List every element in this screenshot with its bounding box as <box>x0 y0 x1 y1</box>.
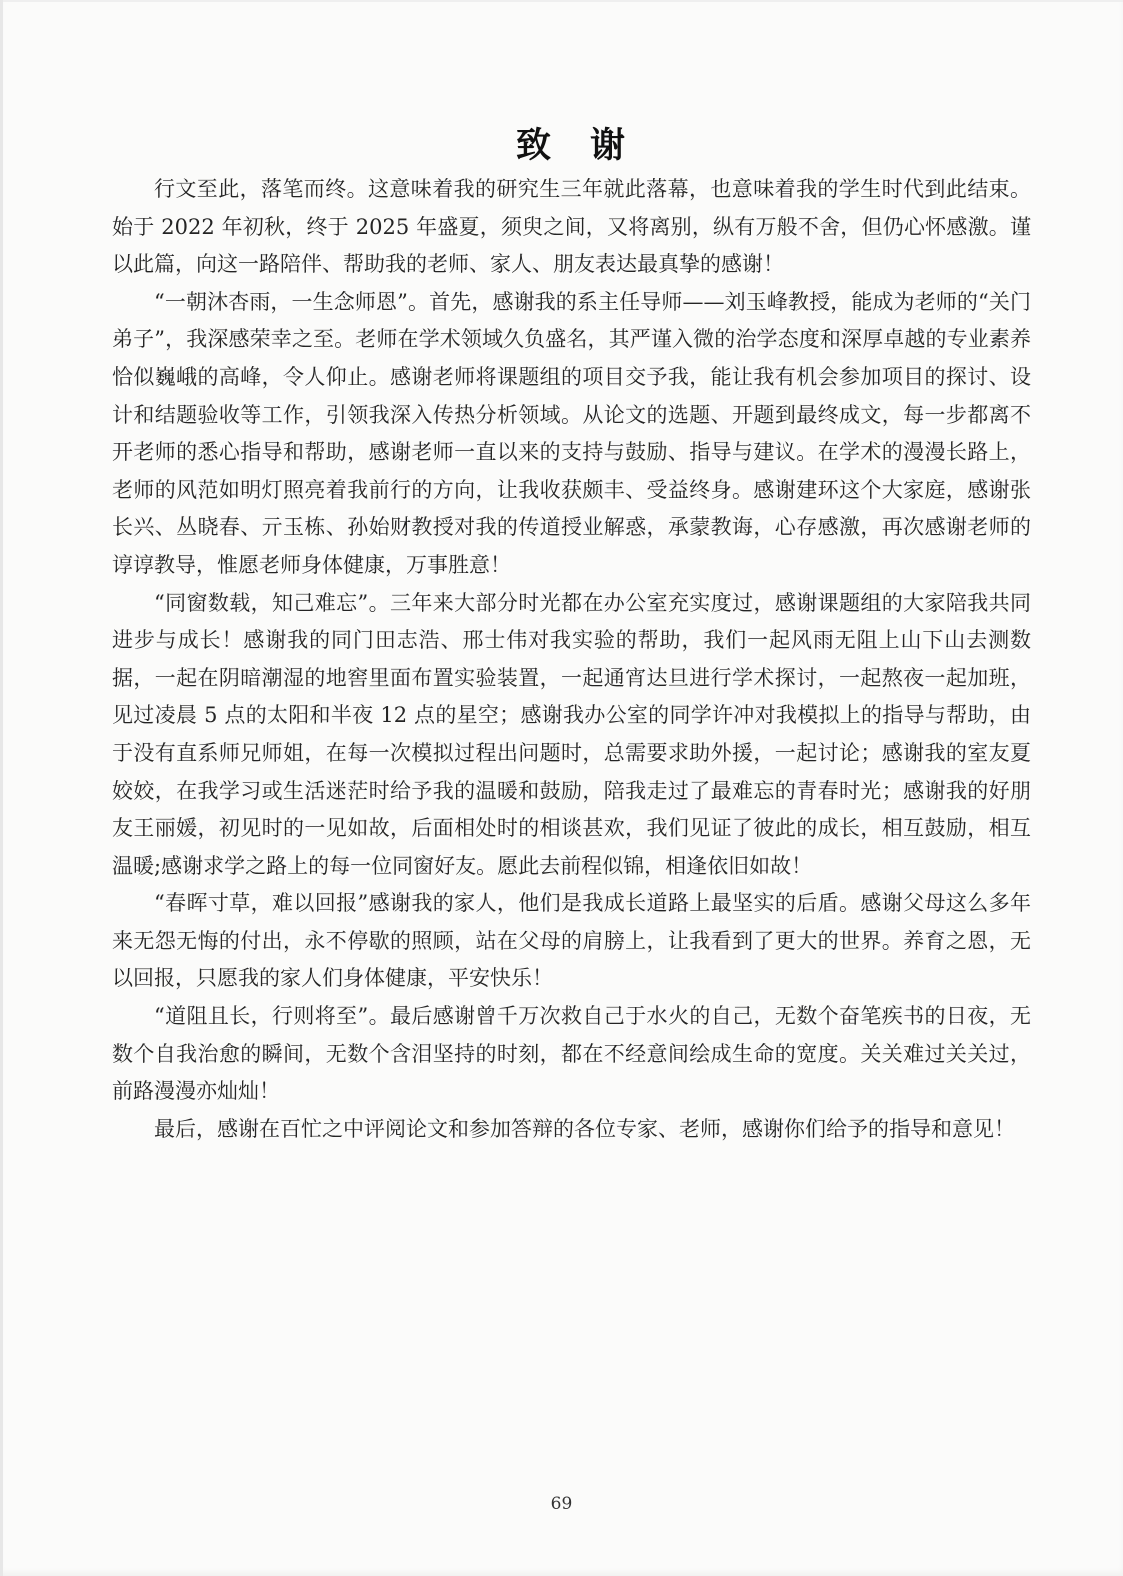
paragraph-family-thanks: “春晖寸草，难以回报”感谢我的家人，他们是我成长道路上最坚实的后盾。感谢父母这么多年来无怨无悔的付出，永不停歇的照顾，站在父母的肩膀上，让我看到了更大的世界。养育之恩，无以回报，只愿我的家人们身体健康，平安快乐！ <box>112 891 1031 991</box>
page-title: 致 谢 <box>515 125 627 166</box>
paragraph-advisor-thanks: “一朝沐杏雨，一生念师恩”。首先，感谢我的系主任导师——刘玉峰教授，能成为老师的“关门弟子”，我深感荣幸之至。老师在学术领域久负盛名，其严谨入微的治学态度和深厚卓越的专业素养恰似巍峨的高峰，令人仰止。感谢老师将课题组的项目交予我，能让我有机会参加项目的探讨、设计和结题验收等工作，引领我深入传热分析领域。从论文的选题、开题到最终成文，每一步都离不开老师的悉心指导和帮助，感谢老师一直以来的支持与鼓励、指导与建议。在学术的漫漫长路上，老师的风范如明灯照亮着我前行的方向，让我收获颇丰、受益终身。感谢建环这个大家庭，感谢张长兴、丛晓春、亓玉栋、孙始财教授对我的传道授业解惑，承蒙教诲，心存感激，再次感谢老师的谆谆教导，惟愿老师身体健康，万事胜意！ <box>112 289 1031 577</box>
page-number: 69 <box>550 1494 573 1514</box>
paragraph-self-thanks: “道阻且长，行则将至”。最后感谢曾千万次救自己于水火的自己，无数个奋笔疾书的日夜，无数个自我治愈的瞬间，无数个含泪坚持的时刻，都在不经意间绘成生命的宽度。关关难过关关过，前路漫漫亦灿灿！ <box>112 1004 1031 1104</box>
paragraph-intro: 行文至此，落笔而终。这意味着我的研究生三年就此落幕，也意味着我的学生时代到此结束。始于 2022 年初秋，终于 2025 年盛夏，须臾之间，又将离别，纵有万般不舍，但仍心怀感激。谨以此篇，向这一路陪伴、帮助我的老师、家人、朋友表达最真挚的感谢！ <box>112 177 1031 277</box>
acknowledgements-section <box>112 121 1031 1148</box>
paragraph-classmates-thanks: “同窗数载，知己难忘”。三年来大部分时光都在办公室充实度过，感谢课题组的大家陪我共同进步与成长！感谢我的同门田志浩、邢士伟对我实验的帮助，我们一起风雨无阻上山下山去测数据，一起在阴暗潮湿的地窖里面布置实验装置，一起通宵达旦进行学术探讨，一起熬夜一起加班，见过凌晨 5 点的太阳和半夜 12 点的星空；感谢我办公室的同学许冲对我模拟上的指导与帮助，由于没有直系师兄师姐，在每一次模拟过程出问题时，总需要求助外援，一起讨论；感谢我的室友夏姣姣，在我学习或生活迷茫时给予我的温暖和鼓励，陪我走过了最难忘的青春时光；感谢我的好朋友王丽媛，初见时的一见如故，后面相处时的相谈甚欢，我们见证了彼此的成长，相互鼓励，相互温暖;感谢求学之路上的每一位同窗好友。愿此去前程似锦，相逢依旧如故！ <box>112 590 1031 878</box>
paragraph-reviewers-thanks: 最后，感谢在百忙之中评阅论文和参加答辩的各位专家、老师，感谢你们给予的指导和意见！ <box>154 1116 1015 1141</box>
